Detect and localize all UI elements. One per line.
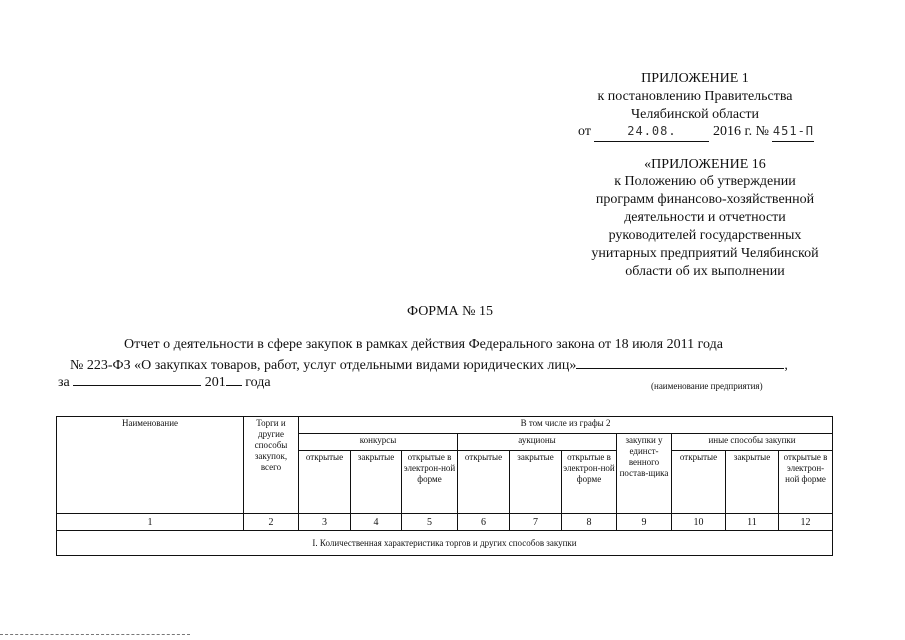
col-number: 7: [510, 514, 562, 531]
col-number: 8: [562, 514, 617, 531]
section-row: [57, 531, 833, 556]
period-prefix: за: [58, 375, 70, 390]
section-title: I. Количественная характеристика торгов и других способов закупки: [57, 531, 833, 556]
sub-contests-open-el: открытые в электрон-ной форме: [402, 451, 458, 514]
number-value: 451-П: [772, 124, 815, 138]
col-number: 5: [402, 514, 458, 531]
sub-auctions-open-el: открытые в электрон-ной форме: [562, 451, 617, 514]
header-row-1: [57, 417, 833, 434]
page-bottom-rule: [0, 634, 190, 635]
number-row: [57, 514, 833, 531]
col-total-header: Торги и другие способы закупок, всего: [244, 417, 299, 514]
col-number: 6: [458, 514, 510, 531]
date-field: [594, 122, 709, 142]
appendix16-line-6: области об их выполнении: [625, 264, 785, 279]
appendix16-line-3: деятельности и отчетности: [624, 210, 786, 225]
col-number: 2: [244, 514, 299, 531]
date-prefix: от: [578, 124, 591, 139]
form-title: ФОРМА № 15: [406, 304, 494, 319]
sub-contests-closed: закрытые: [351, 451, 402, 514]
period-suffix: года: [245, 375, 271, 390]
report-line-2: № 223-ФЗ «О закупках товаров, работ, услуг отдельными видами юридических лиц»: [70, 358, 577, 373]
col-number: 1: [57, 514, 244, 531]
sub-other-open-el: открытые в электрон-ной форме: [779, 451, 833, 514]
date-value: 24.08.: [627, 124, 677, 138]
group-auctions: аукционы: [458, 434, 617, 451]
sub-other-open: открытые: [672, 451, 726, 514]
appendix16-heading: «ПРИЛОЖЕНИЕ 16: [644, 157, 766, 172]
org-caption: (наименование предприятия): [651, 381, 763, 391]
col-number: 4: [351, 514, 402, 531]
sub-contests-open: открытые: [299, 451, 351, 514]
appendix16-line-1: к Положению об утверждении: [614, 174, 796, 189]
appendix16-line-4: руководителей государственных: [608, 228, 802, 243]
sub-auctions-open: открытые: [458, 451, 510, 514]
procurement-table: [56, 416, 833, 556]
col-number: 11: [726, 514, 779, 531]
appendix-date-row: [578, 122, 814, 142]
col-name-header: Наименование: [57, 417, 244, 514]
period-year-field: [226, 371, 242, 386]
col-number: 3: [299, 514, 351, 531]
col-number: 10: [672, 514, 726, 531]
appendix-line-1: к постановлению Правительства: [597, 89, 793, 104]
period-year: 201: [204, 375, 226, 390]
appendix16-line-2: программ финансово-хозяйственной: [595, 192, 815, 207]
appendix-heading: ПРИЛОЖЕНИЕ 1: [641, 71, 749, 86]
col-number: 9: [617, 514, 672, 531]
group-contests: конкурсы: [299, 434, 458, 451]
report-line-1: Отчет о деятельности в сфере закупок в рамках действия Федерального закона от 18 июля 2011 года: [124, 337, 723, 352]
group-single-supplier: закупки у единст-венного постав-щика: [617, 434, 672, 514]
number-field: [772, 122, 814, 142]
sub-other-closed: закрытые: [726, 451, 779, 514]
report-line-2-end: ,: [784, 358, 788, 373]
appendix-line-2: Челябинской области: [631, 107, 759, 122]
col-number: 12: [779, 514, 833, 531]
org-name-field: [576, 354, 784, 369]
sub-auctions-closed: закрытые: [510, 451, 562, 514]
year-text: 2016 г. №: [712, 124, 769, 139]
incl-header: В том числе из графы 2: [299, 417, 833, 434]
period-field: [73, 371, 201, 386]
period-row: [58, 371, 271, 391]
group-other: иные способы закупки: [672, 434, 833, 451]
appendix16-line-5: унитарных предприятий Челябинской: [591, 246, 819, 261]
